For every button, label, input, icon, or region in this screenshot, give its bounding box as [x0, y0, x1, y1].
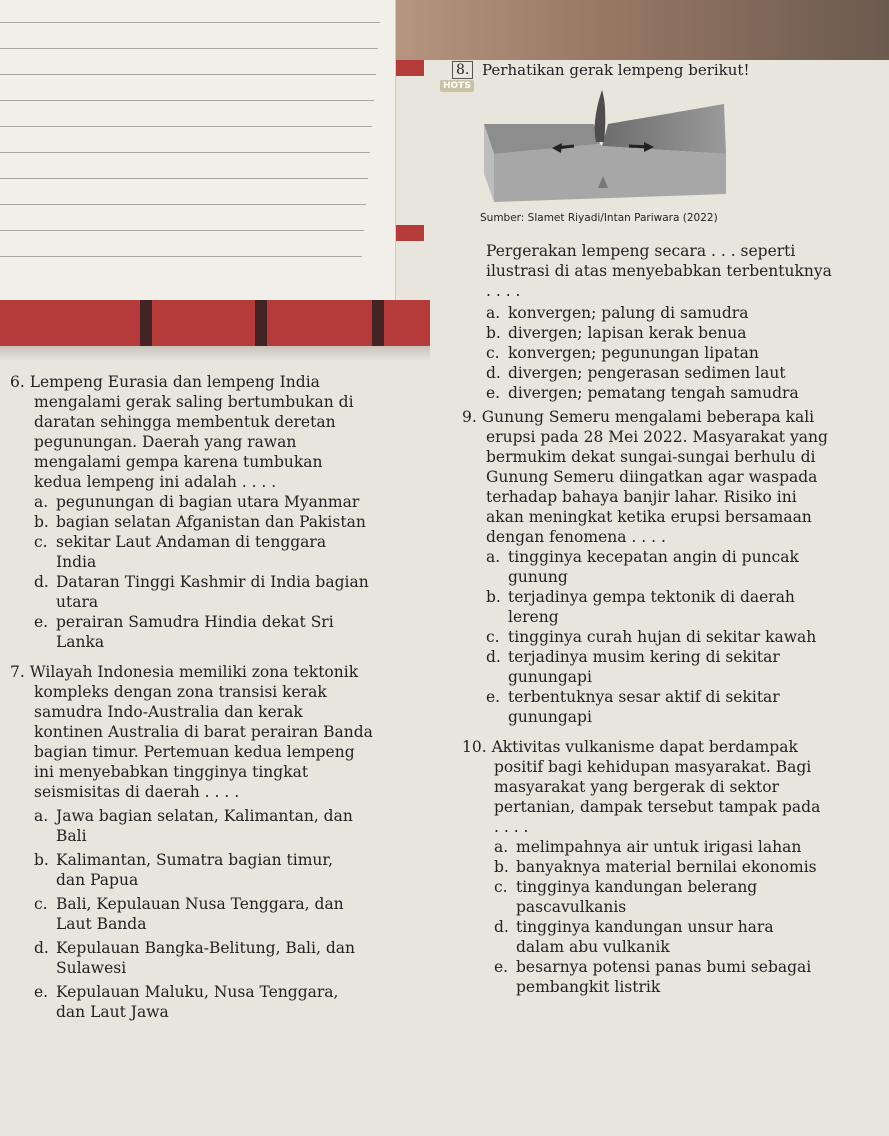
ruled-line — [0, 22, 380, 23]
ruled-line — [0, 48, 378, 49]
answer-option[interactable]: c. tingginya kandungan belerang pascavulkanis — [494, 878, 758, 916]
answer-option[interactable]: c. konvergen; pegunungan lipatan — [486, 344, 759, 362]
question-10 — [462, 737, 882, 997]
question-6 — [10, 372, 440, 652]
plate-movement-diagram — [474, 84, 732, 209]
question-8-stem-line: . . . . — [486, 282, 521, 300]
question-9-text: bermukim dekat sungai-sungai berhulu di — [486, 448, 816, 466]
answer-option[interactable]: c. sekitar Laut Andaman di tenggara India — [34, 533, 327, 571]
ruled-line — [0, 100, 374, 101]
question-8-title: Perhatikan gerak lempeng berikut! — [482, 61, 750, 79]
question-6-options — [10, 492, 440, 652]
question-10-text: pertanian, dampak tersebut tampak pada — [494, 798, 821, 816]
answer-option[interactable]: e. Kepulauan Maluku, Nusa Tenggara, dan Laut Jawa — [34, 983, 339, 1021]
ruled-line — [0, 230, 364, 231]
answer-option[interactable]: d. Dataran Tinggi Kashmir di India bagian utara — [34, 573, 369, 611]
ruled-line — [0, 126, 372, 127]
question-7-text: seismisitas di daerah . . . . — [34, 783, 240, 801]
question-9-text: terhadap bahaya banjir lahar. Risiko ini — [486, 488, 797, 506]
question-6-text: 6. Lempeng Eurasia dan lempeng India — [10, 373, 320, 391]
question-10-text: positif bagi kehidupan masyarakat. Bagi — [494, 758, 812, 776]
question-9-text: 9. Gunung Semeru mengalami beberapa kali — [462, 408, 815, 426]
question-7-text: kompleks dengan zona transisi kerak — [34, 683, 327, 701]
answer-option[interactable]: a. melimpahnya air untuk irigasi lahan — [494, 838, 802, 856]
answer-option[interactable]: a. Jawa bagian selatan, Kalimantan, dan Bali — [34, 807, 353, 845]
red-strip-edge — [396, 225, 424, 241]
stripe — [140, 300, 152, 348]
question-10-text: . . . . — [494, 818, 529, 836]
right-plate-top — [602, 104, 726, 154]
ruled-line — [0, 152, 370, 153]
answer-option[interactable]: d. terjadinya musim kering di sekitar gunungapi — [486, 648, 780, 686]
ruled-line — [0, 178, 368, 179]
answer-option[interactable]: e. terbentuknya sesar aktif di sekitar gunungapi — [486, 688, 780, 726]
answer-option[interactable]: e. perairan Samudra Hindia dekat Sri Lanka — [34, 613, 334, 651]
question-6-text: mengalami gempa karena tumbukan — [34, 453, 323, 471]
answer-option[interactable]: c. Bali, Kepulauan Nusa Tenggara, dan Laut Banda — [34, 895, 344, 933]
question-9-text: dengan fenomena . . . . — [486, 528, 666, 546]
question-7-options — [10, 806, 440, 1022]
lined-notebook-paper — [0, 0, 396, 300]
answer-option[interactable]: b. bagian selatan Afganistan dan Pakistan — [34, 513, 366, 531]
question-6-text: mengalami gerak saling bertumbukan di — [34, 393, 354, 411]
red-checkered-strip — [0, 300, 430, 348]
answer-option[interactable]: a. konvergen; palung di samudra — [486, 304, 749, 322]
question-8-options — [462, 303, 882, 403]
question-7-text: kontinen Australia di barat perairan Banda — [34, 723, 373, 741]
question-7-text: samudra Indo-Australia dan kerak — [34, 703, 303, 721]
question-10-text: 10. Aktivitas vulkanisme dapat berdampak — [462, 738, 798, 756]
plate-block-front — [494, 144, 726, 202]
left-column — [10, 372, 440, 1022]
answer-option[interactable]: d. Kepulauan Bangka-Belitung, Bali, dan Sulawesi — [34, 939, 355, 977]
question-6-text: pegunungan. Daerah yang rawan — [34, 433, 297, 451]
question-7-text: bagian timur. Pertemuan kedua lempeng — [34, 743, 355, 761]
answer-option[interactable]: d. tingginya kandungan unsur hara dalam abu vulkanik — [494, 918, 774, 956]
question-9-text: Gunung Semeru diingatkan agar waspada — [486, 468, 818, 486]
magma-plume — [595, 90, 606, 142]
question-9-options — [462, 547, 882, 727]
question-7-text: ini menyebabkan tingginya tingkat — [34, 763, 309, 781]
question-6-text: kedua lempeng ini adalah . . . . — [34, 473, 277, 491]
question-7-text: 7. Wilayah Indonesia memiliki zona tektonik — [10, 663, 359, 681]
answer-option[interactable]: b. banyaknya material bernilai ekonomis — [494, 858, 817, 876]
stripe — [372, 300, 384, 348]
answer-option[interactable]: a. pegunungan di bagian utara Myanmar — [34, 493, 360, 511]
ruled-line — [0, 74, 376, 75]
right-column — [462, 241, 882, 997]
answer-option[interactable]: e. divergen; pematang tengah samudra — [486, 384, 799, 402]
answer-option[interactable]: d. divergen; pengerasan sedimen laut — [486, 364, 786, 382]
question-9-text: erupsi pada 28 Mei 2022. Masyarakat yang — [486, 428, 828, 446]
ruled-line — [0, 256, 362, 257]
question-9-text: akan meningkat ketika erupsi bersamaan — [486, 508, 812, 526]
ruled-line — [0, 204, 366, 205]
question-8-number: 8. — [452, 61, 473, 79]
answer-option[interactable]: e. besarnya potensi panas bumi sebagai pembangkit listrik — [494, 958, 812, 996]
question-8-stem-line: ilustrasi di atas menyebabkan terbentuknya — [486, 262, 832, 280]
page-fold-shadow — [0, 346, 430, 360]
red-strip-edge — [396, 60, 424, 76]
answer-option[interactable]: b. Kalimantan, Sumatra bagian timur, dan Papua — [34, 851, 334, 889]
answer-option[interactable]: b. terjadinya gempa tektonik di daerah lereng — [486, 588, 795, 626]
diagram-caption: Sumber: Slamet Riyadi/Intan Pariwara (2022) — [480, 212, 718, 224]
question-10-options — [462, 837, 882, 997]
question-6-text: daratan sehingga membentuk deretan — [34, 413, 336, 431]
stripe — [255, 300, 267, 348]
hots-badge: HOTS — [440, 80, 474, 92]
question-8-stem-line: Pergerakan lempeng secara . . . seperti — [486, 242, 796, 260]
question-10-text: masyarakat yang bergerak di sektor — [494, 778, 780, 796]
answer-option[interactable]: b. divergen; lapisan kerak benua — [486, 324, 747, 342]
background-surface — [380, 0, 889, 60]
answer-option[interactable]: c. tingginya curah hujan di sekitar kawah — [486, 628, 817, 646]
question-7 — [10, 662, 440, 1022]
answer-option[interactable]: a. tingginya kecepatan angin di puncak gunung — [486, 548, 799, 586]
question-9 — [462, 407, 882, 727]
